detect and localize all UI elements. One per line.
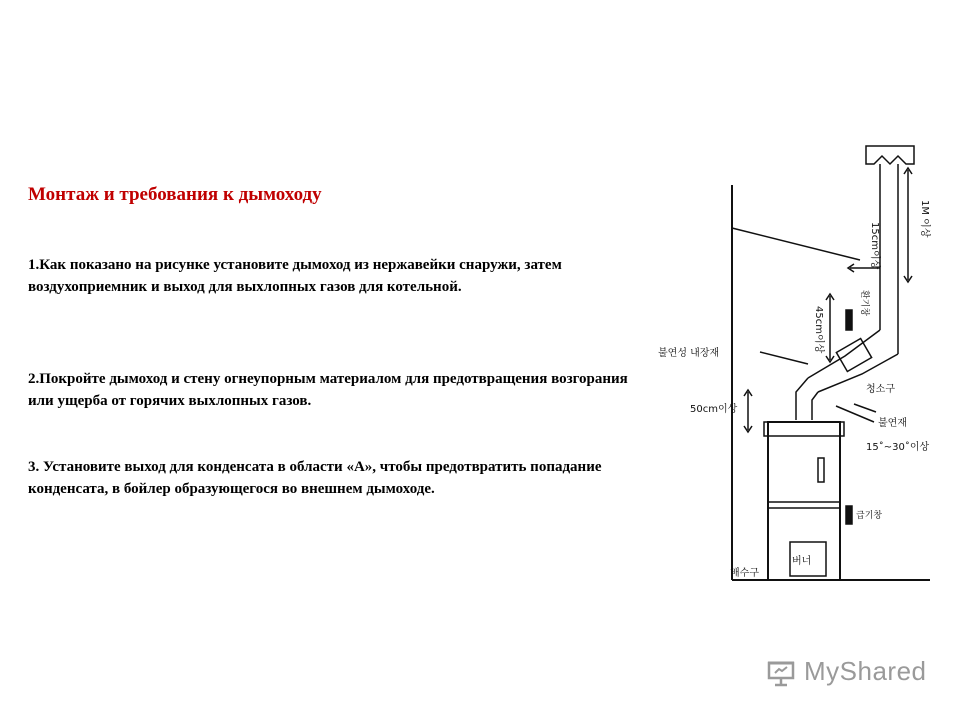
elbow-pipe [796, 378, 818, 420]
label-fireproof-interior: 불연성 내장재 [658, 348, 720, 359]
watermark-brand: MyShared [804, 656, 927, 686]
chimney-cap [866, 146, 914, 164]
roof-line [732, 185, 860, 260]
slide-title: Монтаж и требования к дымоходу [28, 184, 322, 205]
label-50cm: 50cm이상 [690, 404, 738, 415]
label-fireproof-material: 불연재 [878, 418, 907, 429]
paragraph-1: 1.Как показано на рисунке установите дымоход из нержавейки снаружи, затем воздухоприемник и выход для выхлопных газов для котельной. [28, 257, 562, 295]
chimney-diagram [640, 130, 950, 610]
label-45cm: 45cm이상 [813, 306, 824, 354]
vent-window-bottom [846, 506, 852, 524]
label-drain: 배수구 [730, 568, 759, 579]
boiler-top [764, 422, 844, 436]
label-vent-top: 환기창 [859, 290, 869, 317]
watermark [766, 656, 927, 687]
label-angle: 15˚~30˚이상 [866, 442, 930, 453]
presentation-icon [766, 657, 796, 687]
label-1m: 1M 이상 [919, 200, 930, 238]
label-burner: 버너 [792, 556, 812, 567]
label-air-supply: 급기창 [856, 511, 883, 521]
paragraph-2: 2.Покройте дымоход и стену огнеупорным материалом для предотвращения возгорания или ущерба от горячих выхлопных газов. [28, 371, 628, 409]
boiler-handle [818, 458, 824, 482]
paragraph-3: 3. Установите выход для конденсата в области «А», чтобы предотвратить попадание конденсата, в бойлер образующегося во внешнем дымоходе. [28, 459, 602, 497]
vent-window-top [846, 310, 852, 330]
chimney-pipe [880, 164, 898, 354]
label-cleanout: 청소구 [866, 384, 895, 395]
label-15cm: 15cm이상 [869, 222, 880, 270]
wall-sleeve [836, 338, 871, 371]
